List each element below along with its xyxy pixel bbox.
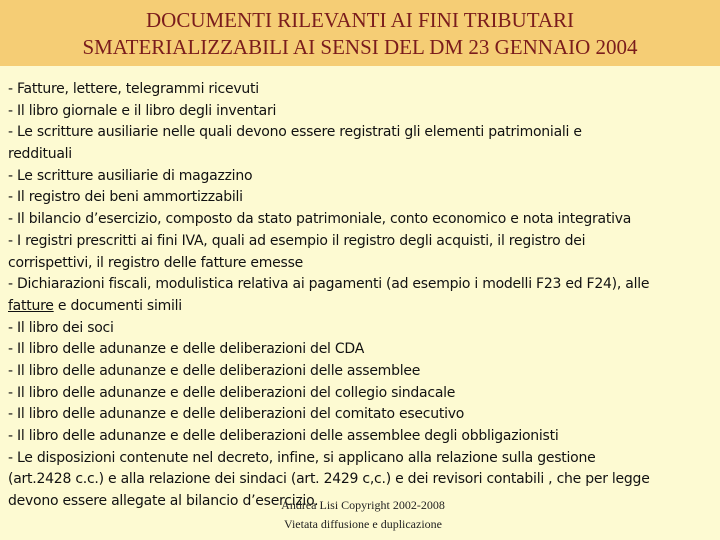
footer	[268, 496, 458, 534]
body-line: - Il libro giornale e il libro degli inventari	[8, 102, 277, 119]
body-line: - Dichiarazioni fiscali, modulistica relativa ai pagamenti (ad esempio i modelli F23 ed F24), alle	[8, 276, 650, 293]
body-line: - Fatture, lettere, telegrammi ricevuti	[8, 81, 259, 97]
title-line-1: DOCUMENTI RILEVANTI AI FINI TRIBUTARI	[145, 8, 575, 32]
body-line: devono essere allegate al bilancio d’esercizio.	[8, 493, 319, 510]
body-line: - Il libro dei soci	[8, 319, 114, 336]
body-line: - Le disposizioni contenute nel decreto, infine, si applicano alla relazione sulla gestione	[8, 449, 596, 466]
body-line: - Il libro delle adunanze e delle deliberazioni delle assemblee degli obbligazionisti	[8, 428, 559, 444]
body-line-rest: e documenti simili	[57, 297, 182, 314]
body-line: - Il libro delle adunanze e delle deliberazioni del CDA	[8, 341, 365, 358]
body-line-with-underline	[8, 296, 714, 318]
body-line: (art.2428 c.c.) e alla relazione dei sindaci (art. 2429 c,c.) e dei revisori contabili , che per legge	[8, 471, 650, 488]
footer-notice: Vietata diffusione e duplicazione	[284, 517, 442, 531]
body-line: - Il registro dei beni ammortizzabili	[8, 189, 243, 206]
body-line: - Le scritture ausiliarie di magazzino	[8, 167, 253, 184]
footer-copyright: Andrea Lisi Copyright 2002-2008	[281, 498, 445, 512]
body-line: - Il libro delle adunanze e delle deliberazioni del comitato esecutivo	[8, 406, 465, 423]
title-line-2: SMATERIALIZZABILI AI SENSI DEL DM 23 GENNAIO 2004	[82, 35, 638, 59]
underlined-word: fatture	[8, 297, 54, 314]
body-line: - Le scritture ausiliarie nelle quali devono essere registrati gli elementi patrimoniali e	[8, 124, 582, 141]
body-line: - Il libro delle adunanze e delle deliberazioni delle assemblee	[8, 362, 421, 379]
document-body	[8, 79, 714, 513]
body-line: - Il bilancio d’esercizio, composto da stato patrimoniale, conto economico e nota integrativa	[8, 211, 632, 228]
body-line: corrispettivi, il registro delle fatture emesse	[8, 254, 303, 271]
body-line: - I registri prescritti ai fini IVA, quali ad esempio il registro degli acquisti, il registro dei	[8, 232, 586, 249]
body-line: reddituali	[8, 146, 72, 163]
body-line: - Il libro delle adunanze e delle deliberazioni del collegio sindacale	[8, 384, 456, 401]
title-band	[0, 0, 720, 66]
